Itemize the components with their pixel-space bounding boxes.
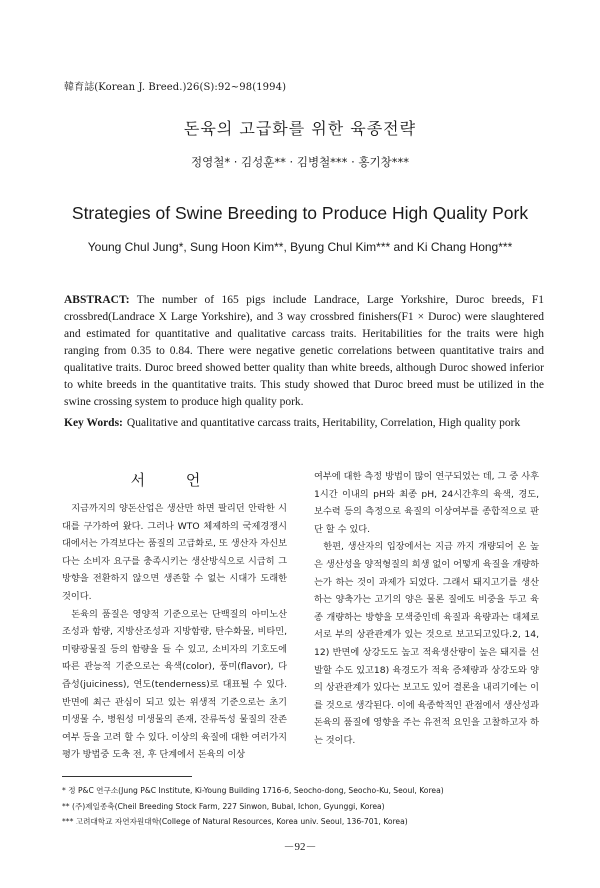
paragraph: 여부에 대한 측정 방법이 많이 연구되었는 데, 그 중 사후 1시간 이내의 pH와 최종 pH, 24시간후의 육색, 경도, 보수력 등의 측정으로 육질의 이상여부를 종합적으로 판단 할 수 있다. [314, 471, 539, 535]
left-column [62, 500, 287, 764]
footnote: *** 고려대학교 자연자원대학(College of Natural Resources, Korea univ. Seoul, 136-701, Korea) [62, 817, 408, 826]
keywords [64, 415, 544, 432]
english-authors: Young Chul Jung*, Sung Hoon Kim**, Byung Chul Kim*** and Ki Chang Hong*** [87, 240, 513, 254]
abstract-label: ABSTRACT: [64, 294, 130, 306]
keywords-label: Key Words: [64, 417, 123, 429]
footnote: ** (주)제일종축(Cheil Breeding Stock Farm, 227 Sinwon, Bubal, Ichon, Gyunggi, Korea) [62, 801, 385, 811]
paragraph: 한편, 생산자의 입장에서는 지금 까지 개량되어 온 높은 생산성을 양적형질의 희생 없이 어떻게 육질을 개량하는가 하는 것이 과제가 되었다. 그래서 돼지고기를 생산하는 양축가는 고기의 양은 물론 질에도 비중을 두고 육종 개량하는 방향을 모색중인데 육질과 육량과는 대체로 서로 부의 상관관계가 있는 것으로 보고되고있다.2, 14, 12) 반면에 상강도도 높고 적육생산량이 높은 돼지를 선발할 수도 있고18) 육경도가 적육 증체량과 상강도와 양의 상관관계가 있다는 보고도 있어 결론을 내리기에는 이를 것으로 생각된다. 이에 육종학적인 관점에서 생산성과 돈육의 품질에 영향을 주는 유전적 요인을 고찰하고자 하는 것이다. [314, 541, 539, 746]
footnotes [62, 783, 542, 830]
keywords-text: Qualitative and quantitative carcass traits, Heritability, Correlation, High quality pork [126, 417, 521, 429]
right-column [314, 468, 539, 750]
korean-title: 돈육의 고급화를 위한 육종전략 [183, 119, 417, 138]
paragraph: 지금까지의 양돈산업은 생산만 하면 팔리던 안락한 시대를 구가하여 왔다. 그러나 WTO 체제하의 국제경쟁시대에서는 가격보다는 품질의 고급화로, 또 생산자 자신보다는 소비자 요구를 충족시키는 생산방식으로 시급히 그 방향을 전환하지 않으면 생존할 수 없는 시대가 도래한 것이다. [62, 503, 287, 602]
section-heading-introduction: 서 언 [130, 471, 219, 489]
footnote: * 정 P&C 연구소(Jung P&C Institute, Ki-Young Building 1716-6, Seocho-dong, Seocho-Ku, Seoul, Korea) [62, 786, 444, 795]
journal-reference: 韓育誌(Korean J. Breed.)26(S):92~98(1994) [64, 82, 287, 93]
page-number: －92－ [283, 841, 317, 853]
abstract [64, 292, 544, 411]
abstract-text: The number of 165 pigs include Landrace, Large Yorkshire, Duroc breeds, F1 crossbred(Landrace X Large Yorkshire), and 3 way crossbred finishers(F1 × Duroc) were slaughtered and estimated for quantitative and qualitative carcass traits. Heritabilities for the traits were high ranging from 0.35 to 0.84. There were negative genetic correlations between quantitative trairs and qualitative traits. Duroc breed showed better quality than white breeds, although Duroc showed inferior to white breeds in the quantitative traits. This study showed that Duroc breed must be utilized in the swine crossing system to produce high quality pork. [64, 294, 545, 408]
korean-authors: 정영철* · 김성훈** · 김병철*** · 홍기창*** [191, 155, 409, 169]
footnote-divider [62, 776, 192, 777]
paragraph: 돈육의 품질은 영양적 기준으로는 단백질의 아미노산 조성과 함량, 지방산조성과 지방함량, 탄수화물, 비타민, 미량광물질 등의 함량을 들 수 있고, 소비자의 기호도에 따른 관능적 기준으로는 육색(color), 풍미(flavor), 다즙성(juiciness), 연도(tenderness)로 대표될 수 있다. 반면에 최근 관심이 되고 있는 위생적 기준으로는 초기 미생물 수, 병원성 미생물의 존재, 잔류독성 물질의 잔존 여부 등을 고려 할 수 있다. 이상의 육질에 대한 여러가지 평가 방법중 도축 전, 후 단계에서 돈육의 이상 [62, 608, 287, 761]
english-title: Strategies of Swine Breeding to Produce High Quality Pork [71, 203, 529, 223]
